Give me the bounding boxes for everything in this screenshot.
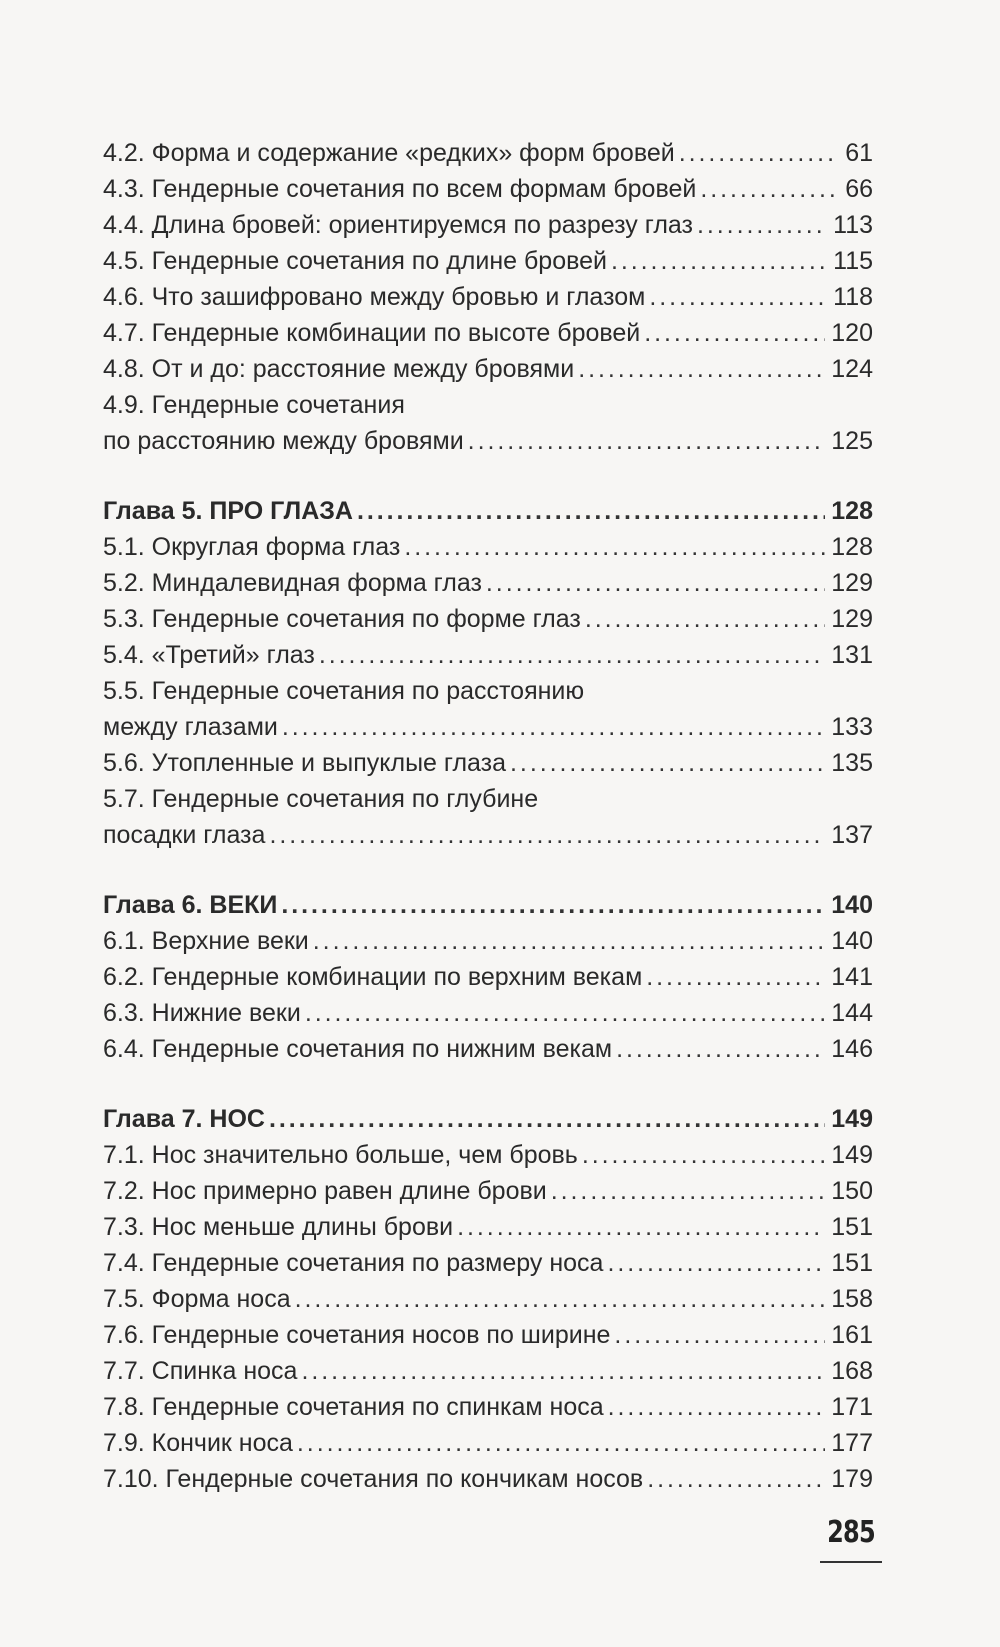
- toc-entry-row: [103, 601, 873, 637]
- toc-entry-title: 6.3. Нижние веки: [103, 999, 301, 1027]
- dot-leader: [282, 709, 825, 745]
- toc-entry-page: 113: [833, 211, 873, 239]
- toc-entry-title: 5.4. «Третий» глаз: [103, 641, 315, 669]
- dot-leader: [305, 995, 825, 1031]
- toc-entry[interactable]: [103, 171, 873, 207]
- toc-entry-page: 168: [831, 1357, 873, 1385]
- toc-entry-page: 131: [831, 641, 873, 669]
- toc-entry[interactable]: [103, 351, 873, 387]
- toc-entry-page: 141: [831, 963, 873, 991]
- toc-entry-row: [103, 709, 873, 745]
- toc-entry-page: 133: [831, 713, 873, 741]
- toc-entry-page: 135: [831, 749, 873, 777]
- dot-leader: [647, 1461, 825, 1497]
- dot-leader: [697, 207, 827, 243]
- toc-entry-page: 128: [831, 497, 873, 525]
- toc-entry-page: 124: [831, 355, 873, 383]
- toc-chapter-heading[interactable]: [103, 493, 873, 529]
- toc-entry-title: по расстоянию между бровями: [103, 427, 464, 455]
- toc-entry-row: [103, 1353, 873, 1389]
- toc-chapter-heading[interactable]: [103, 1101, 873, 1137]
- toc-entry[interactable]: [103, 1281, 873, 1317]
- toc-entry-page: 146: [831, 1035, 873, 1063]
- toc-entry-row: [103, 279, 873, 315]
- toc-entry-title: посадки глаза: [103, 821, 266, 849]
- toc-entry[interactable]: [103, 1137, 873, 1173]
- table-of-contents: [103, 135, 873, 1497]
- toc-entry[interactable]: [103, 279, 873, 315]
- dot-leader: [585, 601, 825, 637]
- toc-entry-row: [103, 1281, 873, 1317]
- toc-entry-title: 7.7. Спинка носа: [103, 1357, 298, 1385]
- dot-leader: [582, 1137, 825, 1173]
- dot-leader: [611, 243, 827, 279]
- toc-entry[interactable]: [103, 315, 873, 351]
- toc-entry-title: 5.1. Округлая форма глаз: [103, 533, 401, 561]
- toc-entry-title-line1: 4.9. Гендерные сочетания: [103, 391, 405, 419]
- toc-entry-row: [103, 637, 873, 673]
- section-gap: [103, 1067, 873, 1101]
- dot-leader: [614, 1317, 825, 1353]
- toc-entry-row: [103, 745, 873, 781]
- dot-leader: [649, 279, 827, 315]
- dot-leader: [486, 565, 825, 601]
- toc-entry-page: 140: [831, 891, 873, 919]
- toc-entry[interactable]: [103, 781, 873, 853]
- toc-entry-title: 4.6. Что зашифровано между бровью и глазом: [103, 283, 646, 311]
- toc-entry[interactable]: [103, 1173, 873, 1209]
- toc-entry[interactable]: [103, 745, 873, 781]
- toc-entry[interactable]: [103, 1209, 873, 1245]
- toc-entry-row: [103, 1137, 873, 1173]
- toc-entry-title: 4.2. Форма и содержание «редких» форм бровей: [103, 139, 675, 167]
- toc-entry-page: 125: [831, 427, 873, 455]
- toc-entry-page: 149: [831, 1105, 873, 1133]
- toc-entry-page: 151: [831, 1249, 873, 1277]
- toc-entry[interactable]: [103, 1425, 873, 1461]
- toc-entry-row: [103, 887, 873, 923]
- toc-entry[interactable]: [103, 207, 873, 243]
- toc-entry-row: [103, 1209, 873, 1245]
- toc-entry-row: [103, 207, 873, 243]
- page-number: 285: [827, 1515, 875, 1550]
- toc-entry-title-line1: 5.7. Гендерные сочетания по глубине: [103, 785, 539, 813]
- dot-leader: [646, 959, 825, 995]
- dot-leader: [281, 887, 825, 923]
- toc-entry-row: [103, 135, 873, 171]
- toc-entry-row: [103, 1461, 873, 1497]
- toc-entry-title: 7.10. Гендерные сочетания по кончикам носов: [103, 1465, 644, 1493]
- dot-leader: [679, 135, 839, 171]
- dot-leader: [319, 637, 825, 673]
- toc-entry-page: 179: [831, 1465, 873, 1493]
- dot-leader: [644, 315, 825, 351]
- toc-entry-page: 140: [831, 927, 873, 955]
- toc-entry-row: [103, 817, 873, 853]
- toc-entry[interactable]: [103, 601, 873, 637]
- toc-entry-row: [103, 1245, 873, 1281]
- toc-entry-title: 7.4. Гендерные сочетания по размеру носа: [103, 1249, 604, 1277]
- toc-entry-row: [103, 1173, 873, 1209]
- toc-entry-title: 7.5. Форма носа: [103, 1285, 291, 1313]
- page-number-rule: [820, 1561, 882, 1563]
- dot-leader: [510, 745, 825, 781]
- dot-leader: [269, 817, 825, 853]
- dot-leader: [608, 1389, 826, 1425]
- toc-entry-row: [103, 315, 873, 351]
- toc-entry[interactable]: [103, 995, 873, 1031]
- toc-entry-title: Глава 6. ВЕКИ: [103, 891, 278, 919]
- dot-leader: [700, 171, 839, 207]
- dot-leader: [297, 1425, 825, 1461]
- toc-entry-row: [103, 959, 873, 995]
- toc-entry-page: 177: [831, 1429, 873, 1457]
- toc-entry-page: 128: [831, 533, 873, 561]
- toc-entry-title: Глава 5. ПРО ГЛАЗА: [103, 497, 353, 525]
- toc-entry-row: [103, 1389, 873, 1425]
- toc-entry-row: [103, 493, 873, 529]
- toc-entry[interactable]: [103, 387, 873, 459]
- toc-entry-row: [103, 351, 873, 387]
- toc-entry-row: [103, 1101, 873, 1137]
- toc-entry-title: 5.6. Утопленные и выпуклые глаза: [103, 749, 507, 777]
- toc-entry[interactable]: [103, 637, 873, 673]
- toc-entry-row: [103, 171, 873, 207]
- toc-entry-title: 6.4. Гендерные сочетания по нижним векам: [103, 1035, 613, 1063]
- toc-entry[interactable]: [103, 529, 873, 565]
- toc-entry-title: 7.3. Нос меньше длины брови: [103, 1213, 454, 1241]
- toc-entry-row: [103, 923, 873, 959]
- toc-entry-title: Глава 7. НОС: [103, 1105, 265, 1133]
- toc-entry[interactable]: [103, 1031, 873, 1067]
- toc-entry-title: 7.2. Нос примерно равен длине брови: [103, 1177, 547, 1205]
- dot-leader: [295, 1281, 826, 1317]
- toc-entry-title: 7.8. Гендерные сочетания по спинкам носа: [103, 1393, 604, 1421]
- toc-entry-page: 151: [831, 1213, 873, 1241]
- dot-leader: [404, 529, 825, 565]
- toc-entry-page: 120: [831, 319, 873, 347]
- dot-leader: [607, 1245, 825, 1281]
- dot-leader: [313, 923, 826, 959]
- toc-entry[interactable]: [103, 565, 873, 601]
- toc-entry-row: [103, 1031, 873, 1067]
- toc-entry[interactable]: [103, 673, 873, 745]
- toc-entry-title: 4.8. От и до: расстояние между бровями: [103, 355, 575, 383]
- toc-entry-title: 7.9. Кончик носа: [103, 1429, 293, 1457]
- toc-entry-page: 129: [831, 605, 873, 633]
- toc-entry-row: [103, 1425, 873, 1461]
- toc-entry-page: 61: [845, 139, 873, 167]
- toc-entry-page: 158: [831, 1285, 873, 1313]
- toc-entry-page: 66: [845, 175, 873, 203]
- dot-leader: [578, 351, 825, 387]
- toc-entry-page: 149: [831, 1141, 873, 1169]
- toc-entry-page: 118: [833, 283, 873, 311]
- toc-entry-page: 129: [831, 569, 873, 597]
- toc-entry-title: 4.3. Гендерные сочетания по всем формам бровей: [103, 175, 697, 203]
- toc-entry-title: 5.2. Миндалевидная форма глаз: [103, 569, 482, 597]
- dot-leader: [301, 1353, 825, 1389]
- toc-entry-title: 5.3. Гендерные сочетания по форме глаз: [103, 605, 581, 633]
- toc-entry-row: [103, 995, 873, 1031]
- toc-entry[interactable]: [103, 1461, 873, 1497]
- toc-entry[interactable]: [103, 1317, 873, 1353]
- toc-chapter-heading[interactable]: [103, 887, 873, 923]
- dot-leader: [551, 1173, 826, 1209]
- toc-entry[interactable]: [103, 243, 873, 279]
- toc-entry[interactable]: [103, 959, 873, 995]
- toc-entry-title: 6.1. Верхние веки: [103, 927, 309, 955]
- toc-entry-row: [103, 1317, 873, 1353]
- toc-entry-page: 115: [833, 247, 873, 275]
- toc-entry-row: [103, 423, 873, 459]
- toc-entry-page: 150: [831, 1177, 873, 1205]
- section-gap: [103, 853, 873, 887]
- toc-entry-page: 144: [831, 999, 873, 1027]
- dot-leader: [269, 1101, 825, 1137]
- toc-entry-title: 7.1. Нос значительно больше, чем бровь: [103, 1141, 578, 1169]
- toc-entry-title-line1: 5.5. Гендерные сочетания по расстоянию: [103, 677, 585, 705]
- toc-entry[interactable]: [103, 1389, 873, 1425]
- dot-leader: [457, 1209, 825, 1245]
- toc-entry-title: 4.5. Гендерные сочетания по длине бровей: [103, 247, 607, 275]
- toc-entry[interactable]: [103, 1245, 873, 1281]
- toc-entry-row: [103, 243, 873, 279]
- toc-entry-title: 4.7. Гендерные комбинации по высоте бровей: [103, 319, 641, 347]
- toc-entry[interactable]: [103, 135, 873, 171]
- toc-entry-page: 137: [831, 821, 873, 849]
- toc-entry-row: [103, 565, 873, 601]
- toc-entry-title: между глазами: [103, 713, 278, 741]
- toc-entry[interactable]: [103, 1353, 873, 1389]
- toc-entry-title: 7.6. Гендерные сочетания носов по ширине: [103, 1321, 611, 1349]
- section-gap: [103, 459, 873, 493]
- toc-entry-title: 6.2. Гендерные комбинации по верхним векам: [103, 963, 643, 991]
- dot-leader: [468, 423, 826, 459]
- toc-entry-title: 4.4. Длина бровей: ориентируемся по разрезу глаз: [103, 211, 693, 239]
- toc-entry[interactable]: [103, 923, 873, 959]
- dot-leader: [357, 493, 825, 529]
- toc-entry-page: 161: [831, 1321, 873, 1349]
- toc-entry-page: 171: [831, 1393, 873, 1421]
- dot-leader: [616, 1031, 825, 1067]
- toc-entry-row: [103, 529, 873, 565]
